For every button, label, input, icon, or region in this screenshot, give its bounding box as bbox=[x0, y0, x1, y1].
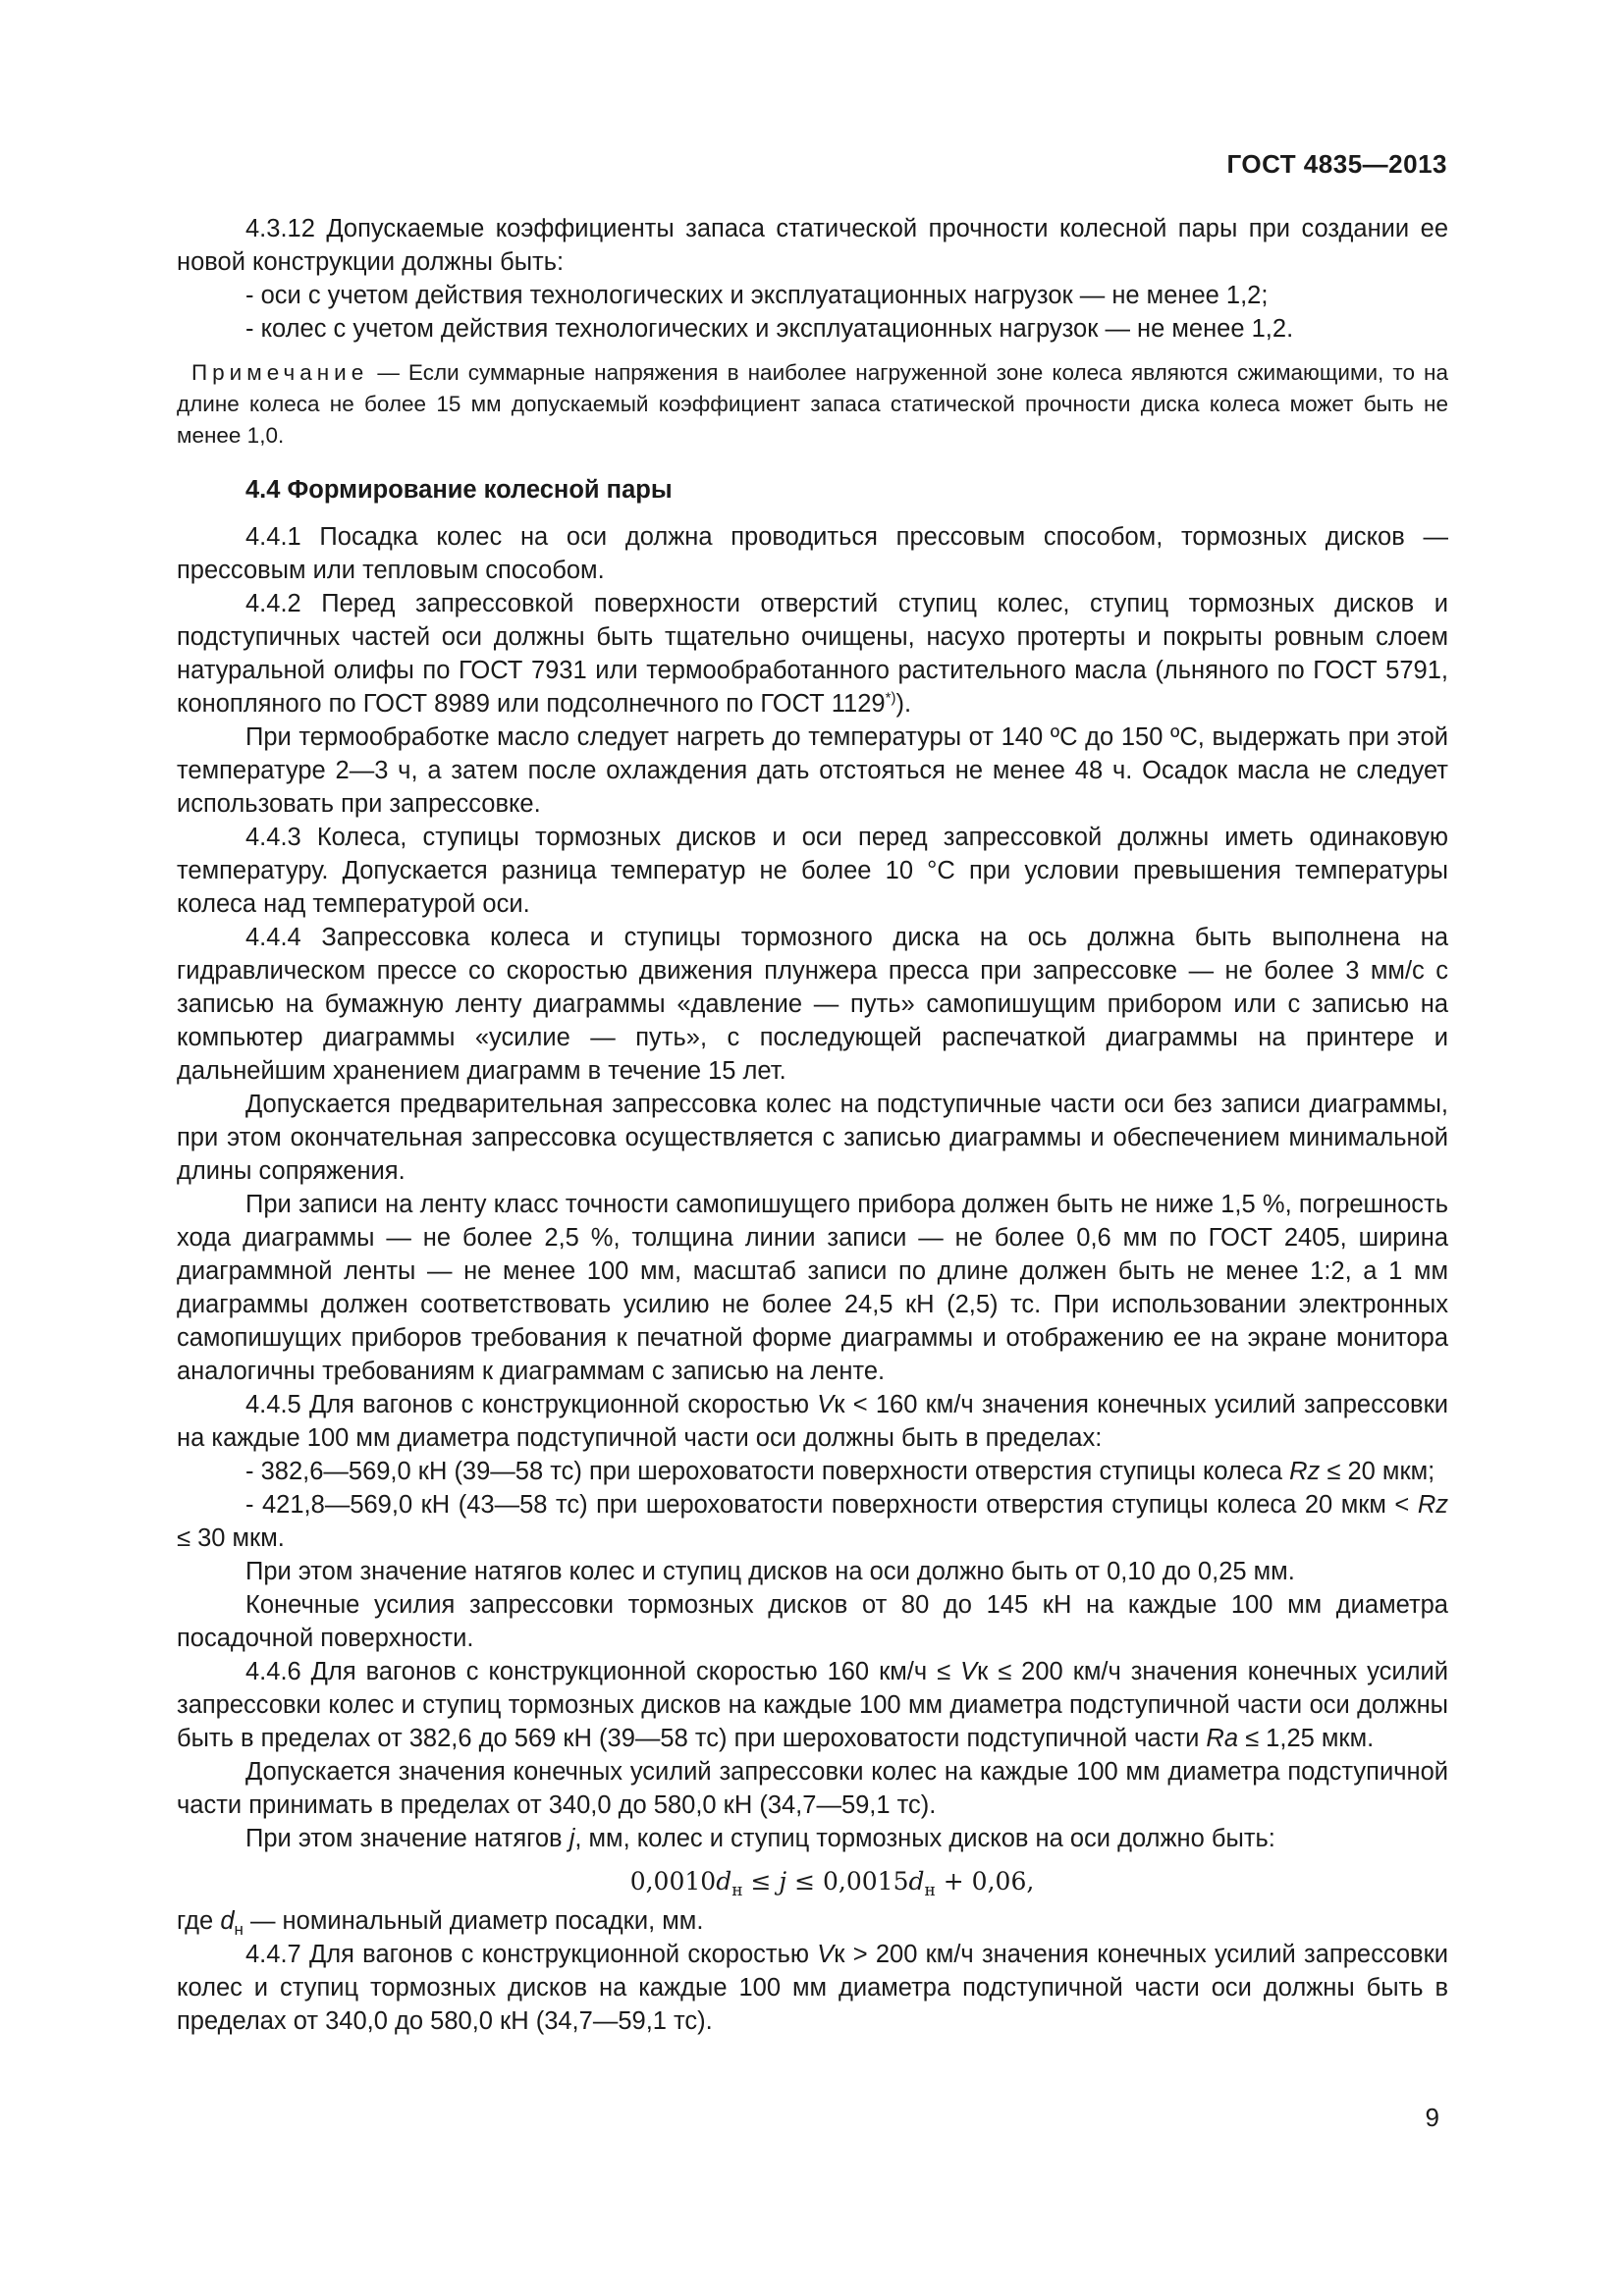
paragraph-interference-j bbox=[177, 1822, 1448, 1855]
paragraph-text: ≤ 20 мкм; bbox=[1320, 1458, 1435, 1485]
roughness-symbol: Ra bbox=[1206, 1725, 1239, 1752]
note-text: — Если суммарные напряжения в наиболее нагруженной зоне колеса являются сжимающими, то на длине колеса не более 15 мм допускаемый коэффициент запаса статической прочности диска колеса может быть не менее 1,0. bbox=[177, 360, 1448, 448]
note-paragraph bbox=[177, 357, 1448, 452]
formula-part: ≤ 0,0015 bbox=[786, 1867, 909, 1896]
document-body bbox=[177, 212, 1448, 2038]
roughness-symbol: Rz bbox=[1289, 1458, 1321, 1485]
paragraph-text: При этом значение натягов bbox=[245, 1825, 569, 1852]
paragraph-4-4-5 bbox=[177, 1388, 1448, 1455]
paragraph-text: ≤ 1,25 мкм. bbox=[1238, 1725, 1375, 1752]
paragraph-text: - 421,8—569,0 кН (43—58 тс) при шероховатости поверхности отверстия ступицы колеса 20 мкм < bbox=[245, 1491, 1418, 1519]
paragraph-allowed-forces: Допускается значения конечных усилий запрессовки колес на каждые 100 мм диаметра подступичной части принимать в пределах от 340,0 до 580,0 кН (34,7—59,1 тс). bbox=[177, 1758, 1448, 1819]
paragraph-4-4-2 bbox=[177, 587, 1448, 721]
page-number: 9 bbox=[1425, 2103, 1439, 2132]
paragraph-4-4-3: 4.4.3 Колеса, ступицы тормозных дисков и оси перед запрессовкой должны иметь одинаковую температуру. Допускается разница температур не более 10 °С при условии превышения температуры колеса над температурой оси. bbox=[177, 824, 1448, 918]
paragraph-preliminary-pressing: Допускается предварительная запрессовка колес на подступичные части оси без записи диаграммы, при этом окончательная запрессовка осуществляется с записью диаграммы и обеспечением минимальной длины сопряжения. bbox=[177, 1091, 1448, 1185]
formula-variable: d bbox=[908, 1867, 925, 1896]
formula-variable: d bbox=[220, 1907, 235, 1935]
formula-subscript: н bbox=[731, 1881, 743, 1900]
paragraph-4-4-7 bbox=[177, 1938, 1448, 2038]
formula-variable: j bbox=[779, 1867, 787, 1896]
list-item bbox=[177, 1488, 1448, 1555]
paragraph-4-4-6 bbox=[177, 1655, 1448, 1755]
section-heading-4-4: 4.4 Формирование колесной пары bbox=[245, 476, 673, 504]
paragraph-4-4-4: 4.4.4 Запрессовка колеса и ступицы тормозного диска на ось должна быть выполнена на гидравлическом прессе со скоростью движения плунжера пресса при запрессовке — не более 3 мм/с с записью на бумажную ленту диаграммы «давление — путь» самопишущим прибором или с записью на компьютер диаграммы «усилие — путь», с последующей распечаткой диаграммы на принтере и дальнейшим хранением диаграмм в течение 15 лет. bbox=[177, 924, 1448, 1085]
paragraph-4-3-12: 4.3.12 Допускаемые коэффициенты запаса статической прочности колесной пары при создании ее новой конструкции должны быть: bbox=[177, 215, 1448, 276]
paragraph-text: к ≤ 200 км/ч значения конечных усилий запрессовки колес и ступиц тормозных дисков на каждые 100 мм диаметра подступичной части оси должны быть в пределах от 382,6 до 569 кН (39—58 тс) при шероховатости подступичной части bbox=[177, 1658, 1448, 1752]
paragraph-disc-forces: Конечные усилия запрессовки тормозных дисков от 80 до 145 кН на каждые 100 мм диаметра посадочной поверхности. bbox=[177, 1591, 1448, 1652]
formula-interference bbox=[177, 1865, 1448, 1898]
paragraph-text: , мм, колес и ступиц тормозных дисков на оси должно быть: bbox=[574, 1825, 1275, 1852]
paragraph-text: 4.4.2 Перед запрессовкой поверхности отверстий ступиц колес, ступиц тормозных дисков и подступичных частей оси должны быть тщательно очищены, насухо протерты и покрыты ровным слоем натуральной олифы по ГОСТ 7931 или термообработанного растительного масла (льняного по ГОСТ 5791, конопляного по ГОСТ 8989 или подсолнечного по ГОСТ 1129 bbox=[177, 590, 1448, 718]
speed-symbol: V bbox=[960, 1658, 978, 1685]
formula-legend bbox=[177, 1904, 1448, 1938]
formula-part: + 0,06, bbox=[935, 1867, 1035, 1896]
formula-part: ≤ bbox=[742, 1867, 780, 1896]
footnote-marker: *) bbox=[885, 689, 896, 707]
paragraph-text: к > 200 км/ч значения конечных усилий запрессовки колес и ступиц тормозных дисков на каждые 100 мм диаметра подступичной части оси должны быть в пределах от 340,0 до 580,0 кН (34,7—59,1 тс). bbox=[177, 1941, 1448, 2035]
speed-symbol: V bbox=[817, 1391, 835, 1418]
formula-part: 0,0010 bbox=[629, 1867, 717, 1896]
formula-variable: d bbox=[716, 1867, 732, 1896]
paragraph-text: где bbox=[177, 1907, 221, 1935]
paragraph-text: ). bbox=[895, 690, 912, 718]
list-item bbox=[177, 1455, 1448, 1488]
paragraph-recording-accuracy: При записи на ленту класс точности самопишущего прибора должен быть не ниже 1,5 %, погрешность хода диаграммы — не более 2,5 %, толщина линии записи — не более 0,6 мм по ГОСТ 2405, ширина диаграммной ленты — не менее 100 мм, масштаб записи по длине должен быть не менее 1:2, а 1 мм диаграммы должен соответствовать усилию не более 24,5 кН (2,5) тс. При использовании электронных самопишущих приборов требования к печатной форме диаграммы и отображению ее на экране монитора аналогичны требованиям к диаграммам с записью на ленте. bbox=[177, 1191, 1448, 1385]
formula-subscript: н bbox=[234, 1920, 244, 1940]
speed-symbol: V bbox=[817, 1941, 835, 1968]
interference-symbol: j bbox=[568, 1825, 575, 1852]
paragraph-oil-treatment: При термообработке масло следует нагреть до температуры от 140 ºС до 150 ºС, выдержать при этой температуре 2—3 ч, а затем после охлаждения дать отстояться не менее 48 ч. Осадок масла не следует использовать при запрессовке. bbox=[177, 723, 1448, 818]
paragraph-text: 4.4.5 Для вагонов с конструкционной скоростью bbox=[245, 1391, 818, 1418]
document-header-standard-id: ГОСТ 4835—2013 bbox=[1226, 149, 1447, 179]
list-item: - колес с учетом действия технологических и эксплуатационных нагрузок — не менее 1,2. bbox=[245, 315, 1294, 343]
paragraph-interference-values: При этом значение натягов колес и ступиц дисков на оси должно быть от 0,10 до 0,25 мм. bbox=[245, 1558, 1295, 1585]
paragraph-4-4-1: 4.4.1 Посадка колес на оси должна проводиться прессовым способом, тормозных дисков — прессовым или тепловым способом. bbox=[177, 523, 1448, 584]
paragraph-text: — номинальный диаметр посадки, мм. bbox=[243, 1907, 704, 1935]
note-label: Примечание bbox=[191, 360, 369, 385]
paragraph-text: 4.4.7 Для вагонов с конструкционной скоростью bbox=[245, 1941, 818, 1968]
paragraph-text: к < 160 км/ч значения конечных усилий запрессовки на каждые 100 мм диаметра подступичной части оси должны быть в пределах: bbox=[177, 1391, 1448, 1452]
formula-subscript: н bbox=[924, 1881, 936, 1900]
paragraph-text: 4.4.6 Для вагонов с конструкционной скоростью 160 км/ч ≤ bbox=[245, 1658, 961, 1685]
roughness-symbol: Rz bbox=[1417, 1491, 1448, 1519]
paragraph-text: ≤ 30 мкм. bbox=[177, 1524, 285, 1552]
paragraph-text: - 382,6—569,0 кН (39—58 тс) при шероховатости поверхности отверстия ступицы колеса bbox=[245, 1458, 1290, 1485]
list-item: - оси с учетом действия технологических и эксплуатационных нагрузок — не менее 1,2; bbox=[245, 282, 1269, 309]
